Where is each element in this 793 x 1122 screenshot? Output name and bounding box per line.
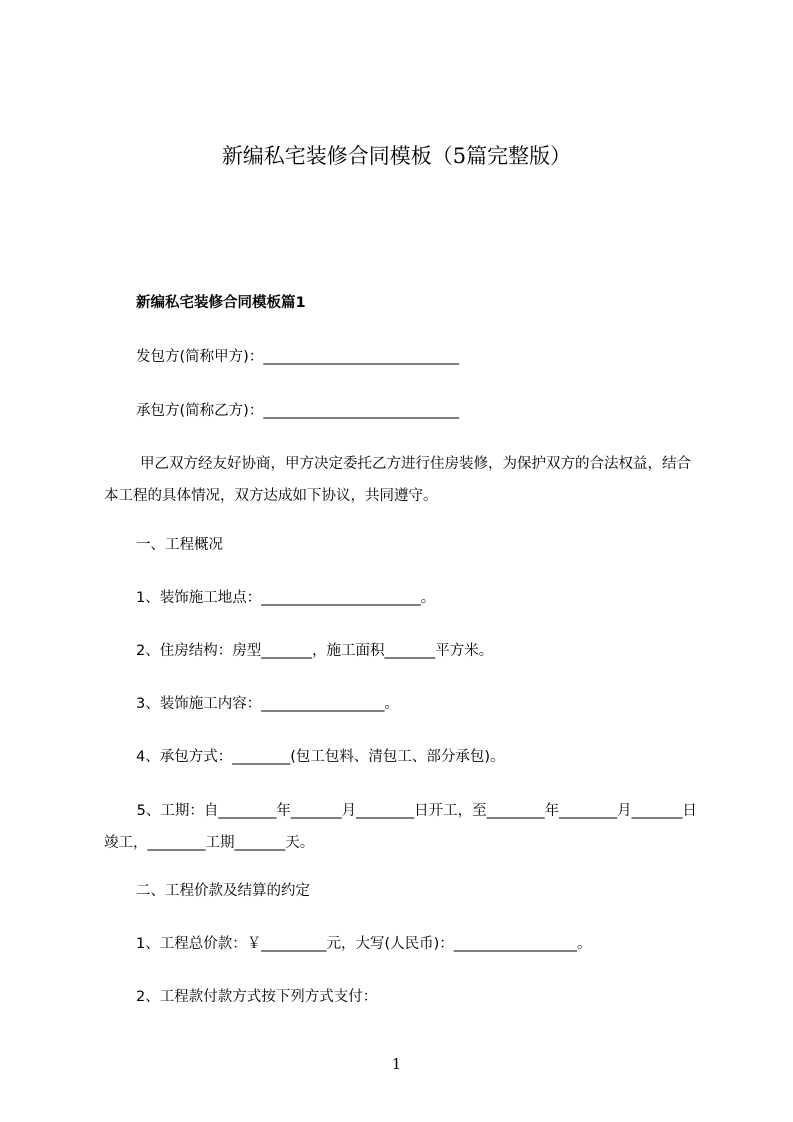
- party-b-line: 承包方(简称乙方)：___________________________: [136, 403, 460, 419]
- price-line: 1、工程总价款：￥_________元，大写(人民币)：_________________。: [136, 936, 592, 952]
- intro-text: 甲乙双方经友好协商，甲方决定委托乙方进行住房装修，为保护双方的合法权益，结合本工程的具体情况，双方达成如下协议，共同遵守。: [104, 456, 691, 504]
- document-title: 新编私宅装修合同模板（5篇完整版）: [221, 144, 572, 168]
- intro-paragraph: [104, 448, 704, 512]
- item-3: 3、装饰施工内容：_________________。: [136, 696, 399, 712]
- item-2: 2、住房结构：房型_______，施工面积_______平方米。: [136, 643, 494, 659]
- page-number: 1: [391, 1055, 402, 1073]
- item-5-text: 5、工期：自________年_______月________日开工，至________年________月_______日竣工，________工期_______天。: [104, 803, 697, 851]
- party-a-line: 发包方(简称甲方)：___________________________: [136, 349, 460, 365]
- item-5-paragraph: [104, 795, 704, 859]
- item-4: 4、承包方式：________(包工包料、清包工、部分承包)。: [136, 749, 505, 765]
- item-1: 1、装饰施工地点：______________________。: [136, 590, 436, 606]
- section-2-title: 二、工程价款及结算的约定: [136, 883, 310, 899]
- section-1-title: 一、工程概况: [136, 537, 223, 553]
- section-heading: 新编私宅装修合同模板篇1: [136, 295, 306, 311]
- payment-line: 2、工程款付款方式按下列方式支付：: [136, 989, 378, 1005]
